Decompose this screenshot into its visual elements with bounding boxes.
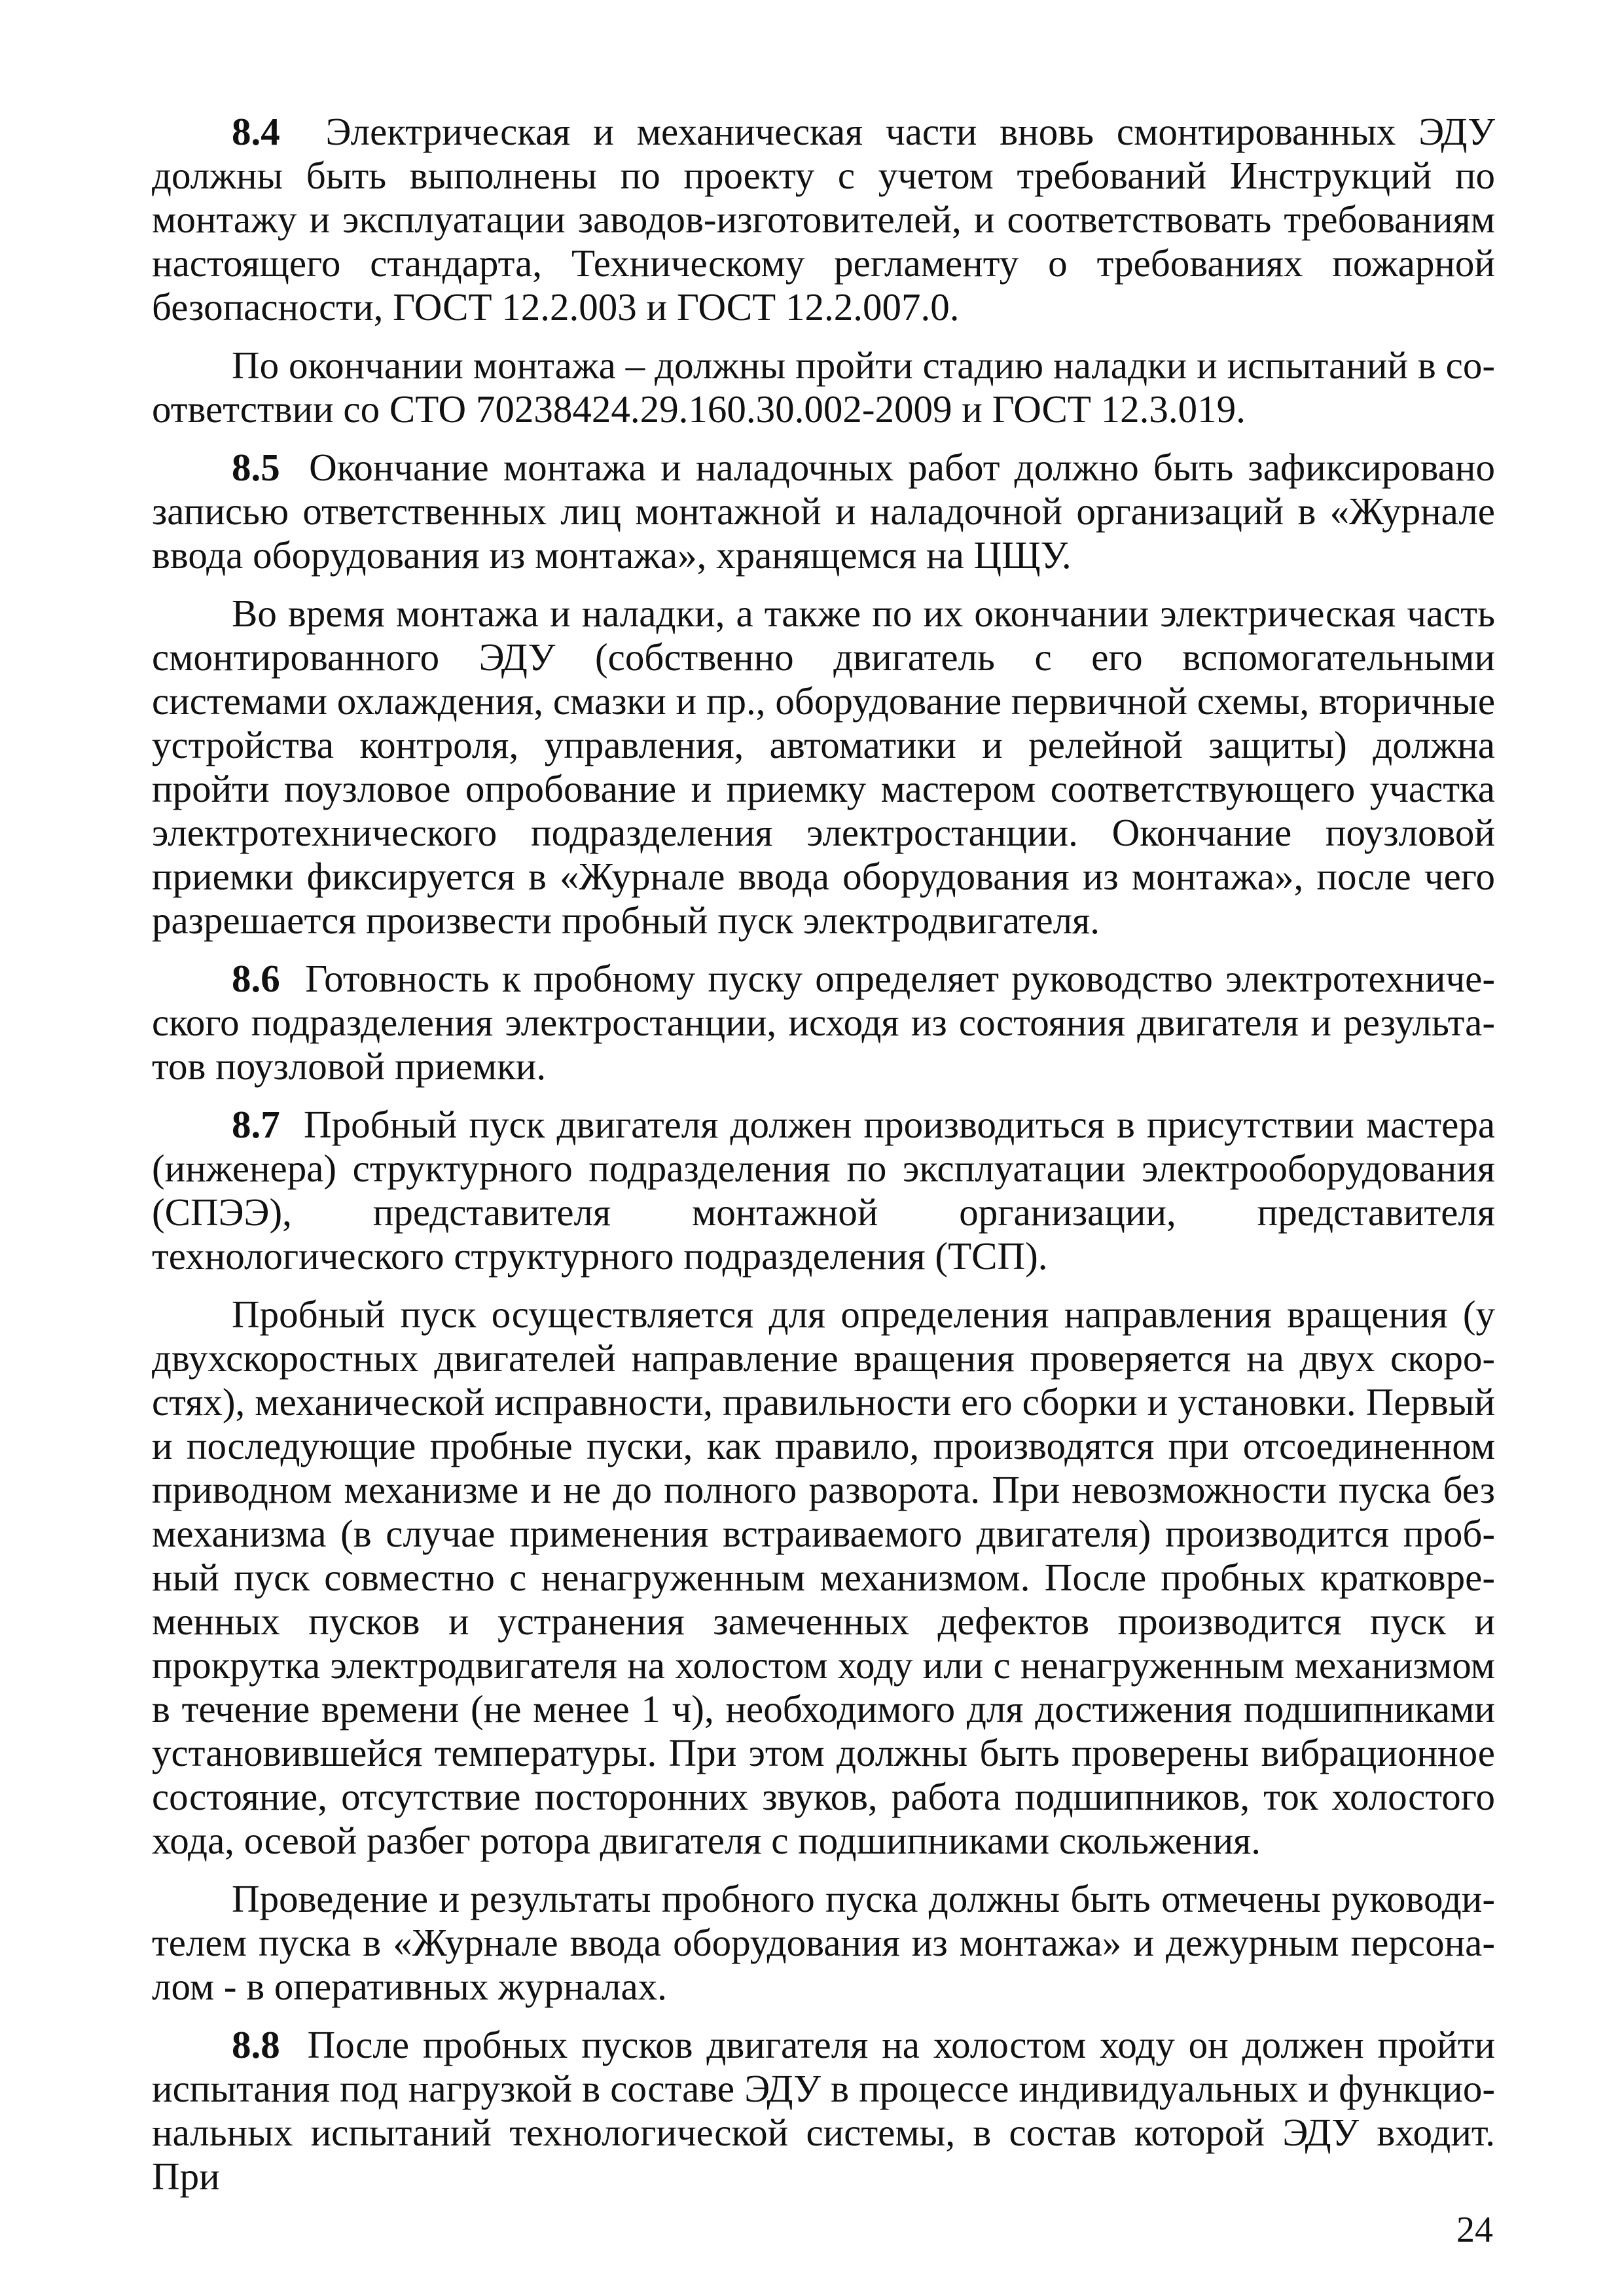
- paragraph-text: После пробных пусков двигателя на холостом ходу он должен пройти испытания под нагрузкой в составе ЭДУ в процессе индивидуальных и функциональных испытаний технологической системы, в состав которой ЭДУ входит. При: [152, 2023, 1495, 2198]
- paragraph-8-8: [152, 2023, 1495, 2198]
- paragraph-trial-start: [152, 1293, 1495, 1863]
- page-number: 24: [1456, 2210, 1493, 2250]
- document-page: [152, 110, 1495, 2213]
- section-number: 8.5: [232, 446, 280, 489]
- paragraph-text: Пробный пуск осуществляется для определения направления вращения (у двухскоростных двигателей направление вращения проверяется на двух скоростях), механической исправности, правильности его сборки и установки. Первый и последующие пробные пуски, как правило, производятся при отсоединенном приводном механизме и не до полного разворота. При невозможности пуска без механизма (в случае применения встраиваемого двигателя) производится пробный пуск совместно с ненагруженным механизмом. После пробных кратковременных пусков и устранения замеченных дефектов производится пуск и прокрутка электродвигателя на холостом ходу или с ненагруженным механизмом в течение времени (не менее 1 ч), необходимого для достижения подшипниками установившейся температуры. При этом должны быть проверены вибрационное состояние, отсутствие посторонних звуков, работа подшипников, ток холостого хода, осевой разбег ротора двигателя с подшипниками скольжения.: [152, 1293, 1495, 1862]
- paragraph-trial-records: [152, 1877, 1495, 2009]
- paragraph-8-7: [152, 1103, 1495, 1278]
- paragraph-text: Во время монтажа и наладки, а также по их окончании электрическая часть смонтированного ЭДУ (собственно двигатель с его вспомогательными системами охлаждения, смазки и пр., оборудование первичной схемы, вторичные устройства контроля, управления, автоматики и релейной защиты) должна пройти поузловое опробование и приемку мастером соответствующего участка электротехнического подразделения электростанции. Окончание поузловой приемки фиксируется в «Журнале ввода оборудования из монтажа», после чего разрешается произвести пробный пуск электродвигателя.: [152, 592, 1495, 942]
- paragraph-text: Пробный пуск двигателя должен производиться в присутствии мастера (инженера) структурного подразделения по эксплуатации электрооборудования (СПЭЭ), представителя монтажной организации, представителя технологического структурного подразделения (ТСП).: [152, 1103, 1496, 1278]
- paragraph-text: Готовность к пробному пуску определяет руководство электротехнического подразделения электростанции, исходя из состояния двигателя и результатов поузловой приемки.: [152, 957, 1495, 1088]
- paragraph-8-5: [152, 446, 1495, 577]
- paragraph-text: По окончании монтажа – должны пройти стадию наладки и испытаний в соответствии со СТО 70238424.29.160.30.002-2009 и ГОСТ 12.3.019.: [152, 344, 1495, 431]
- paragraph-text: Проведение и результаты пробного пуска должны быть отмечены руководителем пуска в «Журнале ввода оборудования из монтажа» и дежурным персоналом - в оперативных журналах.: [152, 1877, 1495, 2008]
- section-number: 8.7: [232, 1103, 280, 1146]
- paragraph-8-4: [152, 110, 1495, 329]
- paragraph-8-6: [152, 957, 1495, 1088]
- section-number: 8.8: [232, 2023, 280, 2066]
- paragraph-text: Электрическая и механическая части вновь смонтированных ЭДУ должны быть выполнены по проекту с учетом требований Инструкций по монтажу и эксплуатации заводов-изготовителей, и соответствовать требованиям настоящего стандарта, Техническому регламенту о требованиях пожарной безопасности, ГОСТ 12.2.003 и ГОСТ 12.2.007.0.: [152, 110, 1496, 329]
- paragraph-text: Окончание монтажа и наладочных работ должно быть зафиксировано записью ответственных лиц монтажной и наладочной организаций в «Журнале ввода оборудования из монтажа», хранящемся на ЦЩУ.: [152, 446, 1495, 577]
- paragraph-commissioning: [152, 344, 1495, 431]
- section-number: 8.4: [232, 110, 280, 153]
- paragraph-unit-acceptance: [152, 592, 1495, 942]
- section-number: 8.6: [232, 957, 280, 1000]
